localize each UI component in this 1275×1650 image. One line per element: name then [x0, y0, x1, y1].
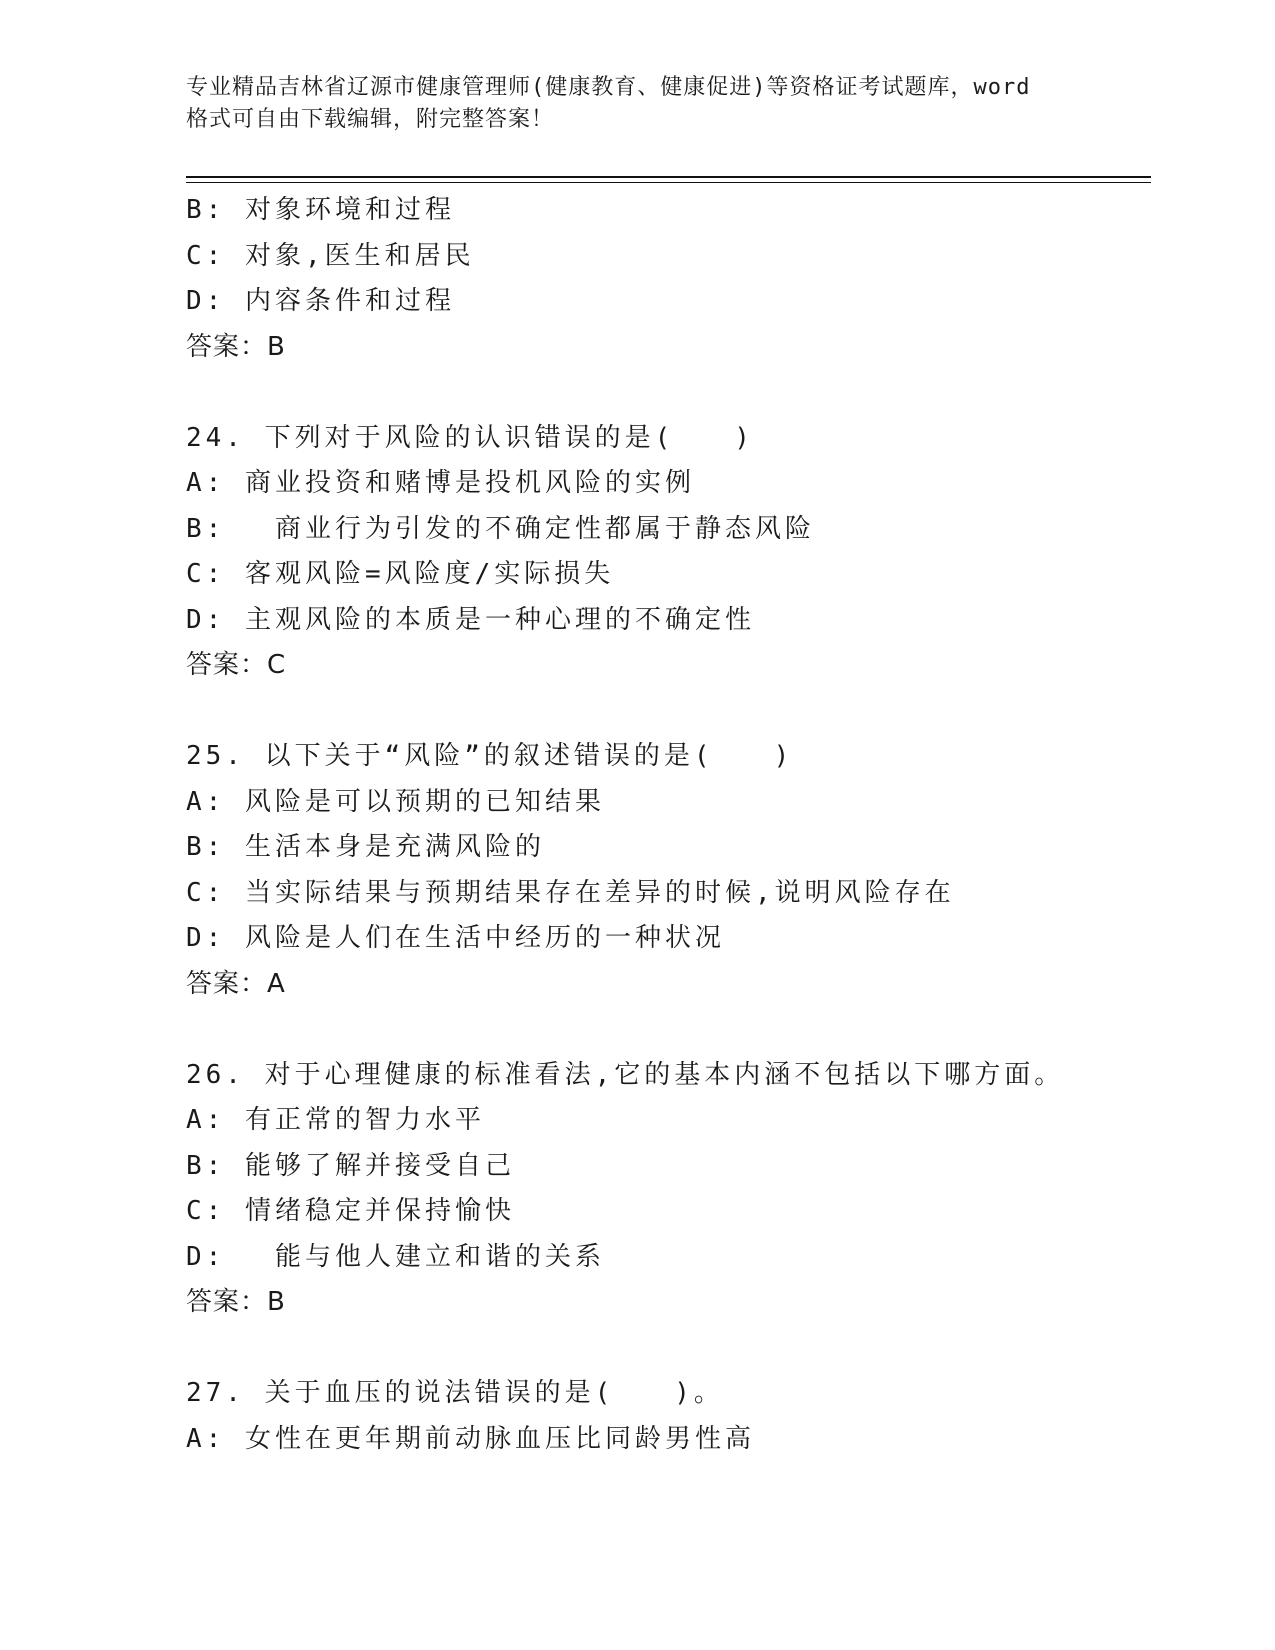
spacer — [186, 689, 1151, 735]
question-text: 25. 以下关于“风险”的叙述错误的是( ) — [186, 741, 794, 771]
question-26 — [186, 1053, 1151, 1326]
option-a: A: 有正常的智力水平 — [186, 1105, 485, 1135]
answer: 答案：B — [186, 331, 286, 362]
option-c: C: 对象,医生和居民 — [186, 240, 475, 271]
question-24 — [186, 416, 1151, 689]
option-d: D: 内容条件和过程 — [186, 286, 455, 316]
option-a: A: 风险是可以预期的已知结果 — [186, 786, 605, 817]
question-25 — [186, 734, 1151, 1007]
question-text: 26. 对于心理健康的标准看法,它的基本内涵不包括以下哪方面。 — [186, 1059, 1065, 1090]
option-b: B: 对象环境和过程 — [186, 195, 455, 225]
header-line-2: 格式可自由下载编辑，附完整答案！ — [186, 107, 555, 132]
spacer — [186, 1007, 1151, 1053]
question-list — [186, 188, 1151, 1462]
question-text: 24. 下列对于风险的认识错误的是( ) — [186, 422, 754, 453]
document-header — [186, 72, 1086, 136]
option-b: B: 商业行为引发的不确定性都属于静态风险 — [186, 513, 815, 544]
option-b: B: 生活本身是充满风险的 — [186, 832, 545, 862]
option-b: B: 能够了解并接受自己 — [186, 1150, 515, 1181]
option-d: D: 风险是人们在生活中经历的一种状况 — [186, 923, 725, 953]
answer: 答案：A — [186, 968, 286, 999]
spacer — [186, 370, 1151, 416]
question-27 — [186, 1371, 1151, 1462]
answer: 答案：B — [186, 1287, 286, 1317]
option-c: C: 当实际结果与预期结果存在差异的时候,说明风险存在 — [186, 877, 955, 908]
option-a: A: 商业投资和赌博是投机风险的实例 — [186, 468, 695, 498]
answer: 答案：C — [186, 650, 287, 680]
header-divider-thin — [186, 182, 1151, 183]
question-text: 27. 关于血压的说法错误的是( )。 — [186, 1378, 724, 1408]
option-c: C: 客观风险=风险度/实际损失 — [186, 559, 615, 589]
option-c: C: 情绪稳定并保持愉快 — [186, 1196, 515, 1226]
option-d: D: 主观风险的本质是一种心理的不确定性 — [186, 604, 755, 635]
header-line-1: 专业精品吉林省辽源市健康管理师(健康教育、健康促进)等资格证考试题库，word — [186, 75, 1031, 100]
question-23 — [186, 188, 1151, 370]
option-d: D: 能与他人建立和谐的关系 — [186, 1241, 605, 1272]
option-a: A: 女性在更年期前动脉血压比同龄男性高 — [186, 1423, 755, 1454]
header-divider-thick — [186, 176, 1151, 178]
spacer — [186, 1326, 1151, 1372]
